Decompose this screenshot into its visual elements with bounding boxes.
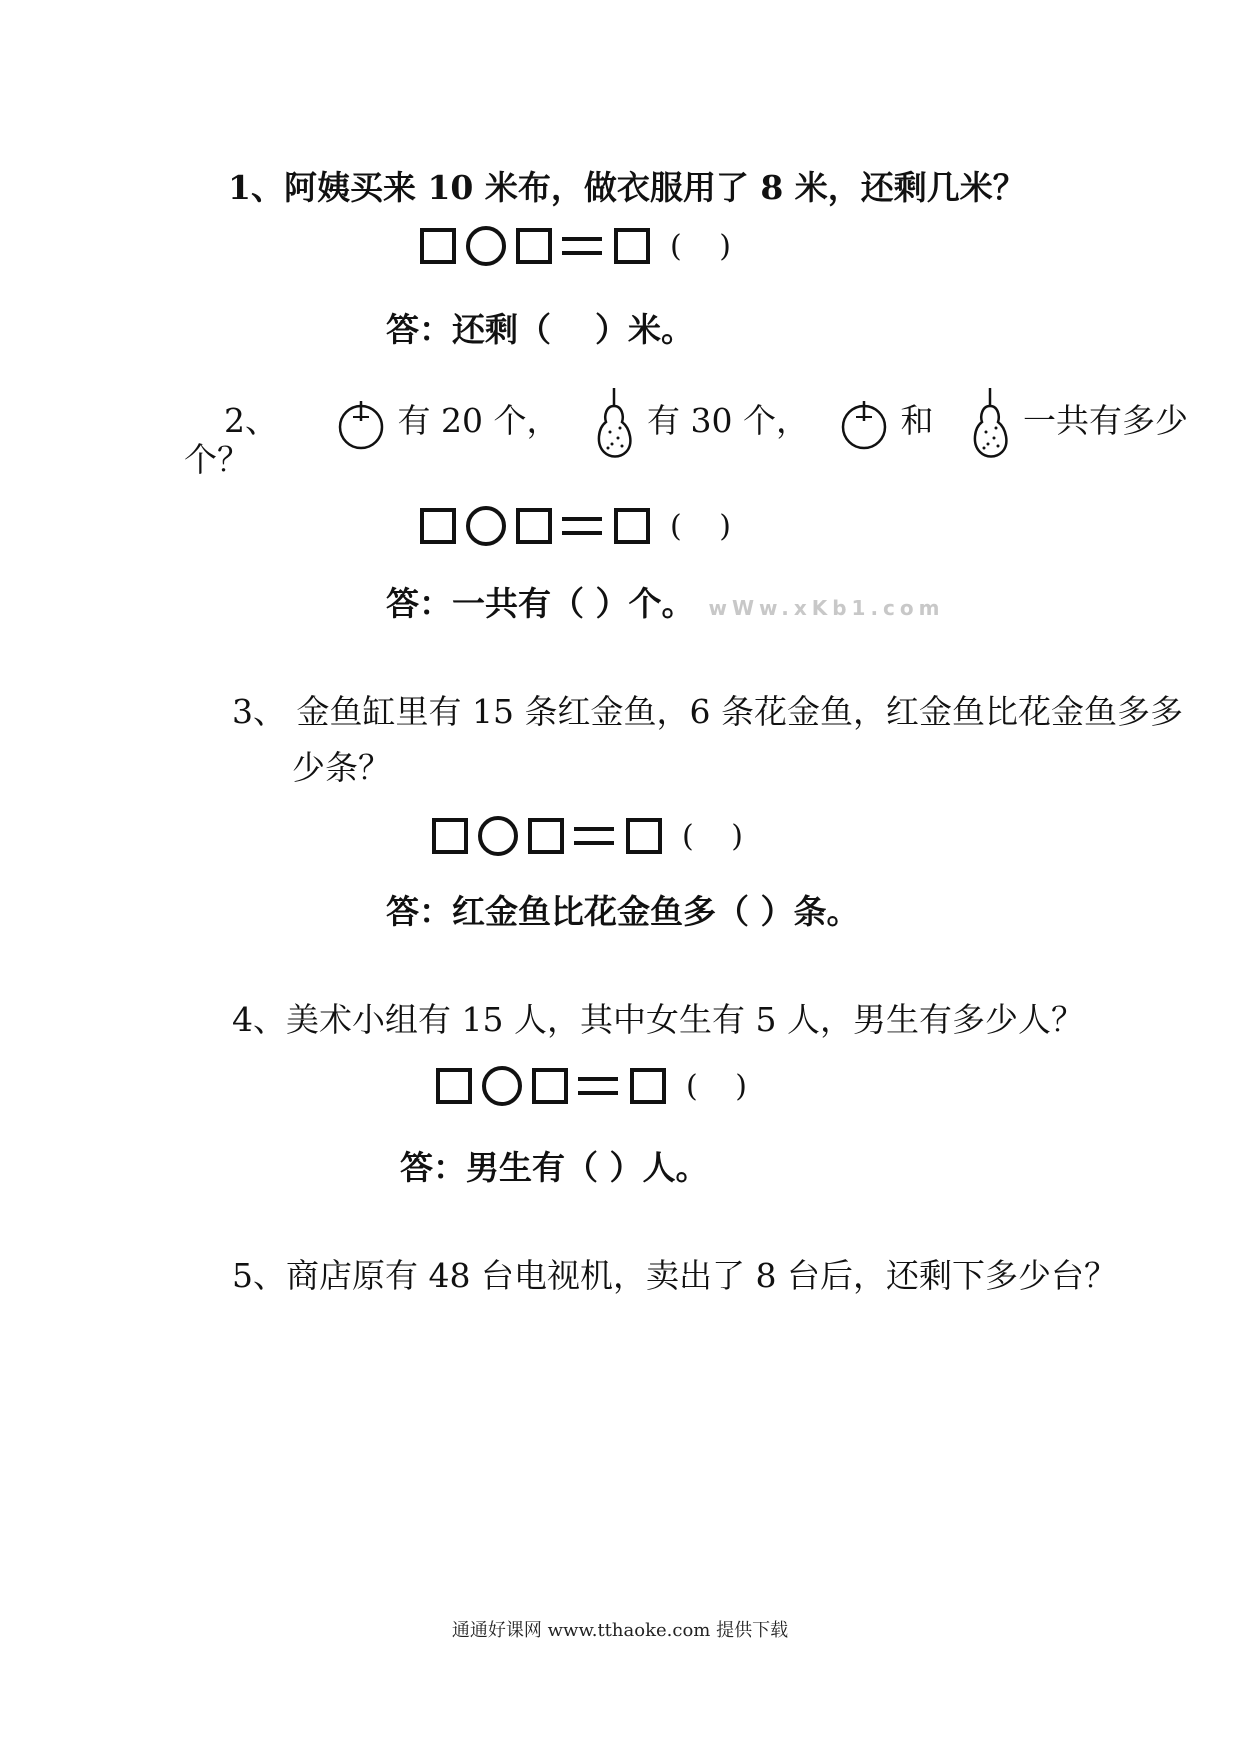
question-3: 3、 金鱼缸里有 15 条红金鱼，6 条花金鱼，红金鱼比花金鱼多多 — [232, 692, 1183, 731]
operator-circle — [466, 226, 506, 266]
operator-circle — [482, 1066, 522, 1106]
apple-icon — [335, 395, 387, 451]
answer-4: 答：男生有（ ）人。 — [400, 1148, 709, 1187]
blank-box — [516, 228, 552, 264]
blank-box — [630, 1068, 666, 1104]
question-2-cont: 个？ — [184, 440, 250, 479]
pear-icon — [968, 386, 1012, 460]
blank-box — [614, 228, 650, 264]
operator-circle — [478, 816, 518, 856]
blank-box — [532, 1068, 568, 1104]
apple-icon — [838, 395, 890, 451]
answer-2: 答：一共有（ ）个。 wWw.xKb1.com — [386, 584, 945, 623]
equation-template-2 — [420, 506, 745, 546]
equation-template-4 — [436, 1066, 761, 1106]
question-1: 1、阿姨买来 10 米布，做衣服用了 8 米，还剩几米？ — [228, 168, 1026, 207]
watermark: wWw.xKb1.com — [708, 596, 945, 620]
question-3-cont: 少条？ — [292, 748, 391, 787]
equals-sign — [578, 1075, 618, 1097]
unit-paren: ( ) — [670, 228, 745, 264]
operator-circle — [466, 506, 506, 546]
blank-box — [614, 508, 650, 544]
unit-paren: ( ) — [670, 508, 745, 544]
blank-box — [516, 508, 552, 544]
blank-box — [432, 818, 468, 854]
equals-sign — [562, 235, 602, 257]
answer-1: 答：还剩（ ）米。 — [386, 310, 694, 349]
unit-paren: ( ) — [682, 818, 757, 854]
question-4: 4、美术小组有 15 人，其中女生有 5 人，男生有多少人？ — [232, 1000, 1084, 1039]
unit-paren: ( ) — [686, 1068, 761, 1104]
blank-box — [528, 818, 564, 854]
blank-box — [420, 228, 456, 264]
blank-box — [626, 818, 662, 854]
equals-sign — [562, 515, 602, 537]
blank-box — [420, 508, 456, 544]
footer-credit: 通通好课网 www.tthaoke.com 提供下载 — [451, 1620, 789, 1641]
question-2: 2、 有 20 个， 有 30 个， 和 一共有多少 — [224, 386, 1188, 460]
equation-template-3 — [432, 816, 757, 856]
equals-sign — [574, 825, 614, 847]
question-5: 5、商店原有 48 台电视机，卖出了 8 台后，还剩下多少台？ — [232, 1256, 1117, 1295]
blank-box — [436, 1068, 472, 1104]
equation-template-1 — [420, 226, 745, 266]
pear-icon — [592, 386, 636, 460]
answer-3: 答：红金鱼比花金鱼多（ ）条。 — [386, 892, 860, 931]
